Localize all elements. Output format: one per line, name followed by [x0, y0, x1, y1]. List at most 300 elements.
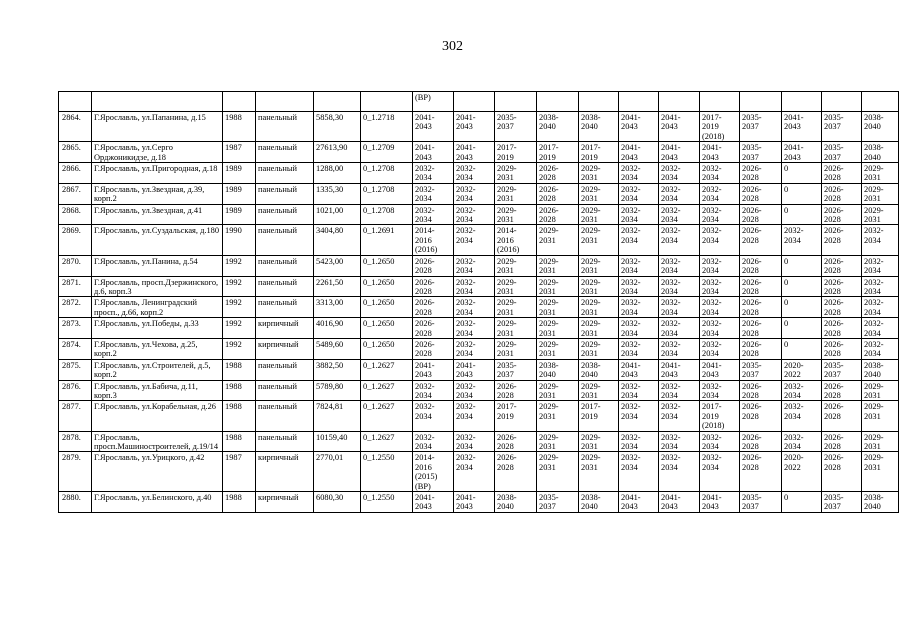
- area-cell: 10159,40: [314, 431, 361, 452]
- term-8-cell: 2032- 2034: [700, 276, 740, 297]
- term-2-cell: 2032- 2034: [454, 255, 495, 276]
- term-5-cell: 2017- 2019: [579, 401, 619, 431]
- term-10-cell: 2020- 2022: [782, 452, 822, 492]
- term-10-cell: 2032- 2034: [782, 401, 822, 431]
- year-cell: 1988: [223, 359, 256, 380]
- row-number-cell: 2868.: [59, 204, 92, 225]
- header-row: [59, 92, 899, 112]
- code-cell: 0_1.2650: [361, 297, 413, 318]
- row-number-cell: 2871.: [59, 276, 92, 297]
- term-6-cell: 2032- 2034: [619, 276, 659, 297]
- term-6-cell: 2032- 2034: [619, 338, 659, 359]
- term-7-cell: 2032- 2034: [659, 297, 700, 318]
- term-12-cell: 2029- 2031: [862, 380, 899, 401]
- code-cell: 0_1.2709: [361, 142, 413, 163]
- term-7-cell: 2032- 2034: [659, 452, 700, 492]
- term-7-cell: 2041- 2043: [659, 359, 700, 380]
- term-12-cell: 2029- 2031: [862, 183, 899, 204]
- term-11-cell: 2035- 2037: [822, 142, 862, 163]
- year-cell: 1987: [223, 452, 256, 492]
- term-11-cell: 2026- 2028: [822, 431, 862, 452]
- code-cell: 0_1.2627: [361, 401, 413, 431]
- row-number-cell: 2876.: [59, 380, 92, 401]
- term-11-cell: 2026- 2028: [822, 255, 862, 276]
- header-cell: [537, 92, 579, 112]
- term-4-cell: 2029- 2031: [537, 318, 579, 339]
- row-number-cell: 2873.: [59, 318, 92, 339]
- term-5-cell: 2029- 2031: [579, 380, 619, 401]
- term-11-cell: 2026- 2028: [822, 225, 862, 255]
- term-3-cell: 2029- 2031: [495, 338, 537, 359]
- term-10-cell: 0: [782, 492, 822, 513]
- term-12-cell: 2038- 2040: [862, 112, 899, 142]
- term-9-cell: 2035- 2037: [740, 142, 782, 163]
- header-cell: [361, 92, 413, 112]
- term-5-cell: 2017- 2019: [579, 142, 619, 163]
- term-2-cell: 2032- 2034: [454, 318, 495, 339]
- row-number-cell: 2874.: [59, 338, 92, 359]
- term-2-cell: 2041- 2043: [454, 492, 495, 513]
- table-row: [59, 142, 899, 163]
- page-number: 302: [442, 39, 463, 54]
- wall-material-cell: панельный: [256, 276, 314, 297]
- term-2-cell: 2032- 2034: [454, 401, 495, 431]
- year-cell: 1988: [223, 112, 256, 142]
- term-4-cell: 2035- 2037: [537, 492, 579, 513]
- term-2-cell: 2032- 2034: [454, 338, 495, 359]
- term-9-cell: 2026- 2028: [740, 452, 782, 492]
- term-1-cell: 2026- 2028: [413, 318, 454, 339]
- term-3-cell: 2029- 2031: [495, 183, 537, 204]
- term-6-cell: 2032- 2034: [619, 297, 659, 318]
- term-11-cell: 2026- 2028: [822, 297, 862, 318]
- term-6-cell: 2032- 2034: [619, 380, 659, 401]
- term-7-cell: 2041- 2043: [659, 142, 700, 163]
- area-cell: 2261,50: [314, 276, 361, 297]
- term-8-cell: 2032- 2034: [700, 163, 740, 184]
- year-cell: 1992: [223, 297, 256, 318]
- address-cell: Г.Ярославль, ул.Белинского, д.40: [92, 492, 223, 513]
- table-row: [59, 276, 899, 297]
- header-cell: [314, 92, 361, 112]
- term-11-cell: 2026- 2028: [822, 163, 862, 184]
- term-1-cell: 2026- 2028: [413, 297, 454, 318]
- header-cell: (ВР): [413, 92, 454, 112]
- wall-material-cell: кирпичный: [256, 318, 314, 339]
- term-9-cell: 2026- 2028: [740, 225, 782, 255]
- table-row: [59, 492, 899, 513]
- term-10-cell: 2032- 2034: [782, 225, 822, 255]
- term-1-cell: 2041- 2043: [413, 359, 454, 380]
- term-6-cell: 2032- 2034: [619, 431, 659, 452]
- term-3-cell: 2029- 2031: [495, 297, 537, 318]
- term-1-cell: 2026- 2028: [413, 338, 454, 359]
- wall-material-cell: панельный: [256, 183, 314, 204]
- term-3-cell: 2017- 2019: [495, 142, 537, 163]
- term-2-cell: 2032- 2034: [454, 431, 495, 452]
- term-4-cell: 2029- 2031: [537, 401, 579, 431]
- address-cell: Г.Ярославль, ул.Строителей, д.5, корп.2: [92, 359, 223, 380]
- term-5-cell: 2038- 2040: [579, 112, 619, 142]
- code-cell: 0_1.2650: [361, 318, 413, 339]
- term-3-cell: 2026- 2028: [495, 380, 537, 401]
- area-cell: 1335,30: [314, 183, 361, 204]
- header-cell: [659, 92, 700, 112]
- term-4-cell: 2029- 2031: [537, 255, 579, 276]
- term-1-cell: 2032- 2034: [413, 431, 454, 452]
- year-cell: 1992: [223, 276, 256, 297]
- housing-table: [58, 91, 899, 513]
- term-7-cell: 2041- 2043: [659, 112, 700, 142]
- wall-material-cell: панельный: [256, 204, 314, 225]
- term-8-cell: 2017- 2019 (2018): [700, 401, 740, 431]
- year-cell: 1989: [223, 183, 256, 204]
- term-3-cell: 2035- 2037: [495, 359, 537, 380]
- term-2-cell: 2032- 2034: [454, 183, 495, 204]
- term-9-cell: 2026- 2028: [740, 276, 782, 297]
- address-cell: Г.Ярославль, Ленинградский просп., д.66, корп.2: [92, 297, 223, 318]
- term-1-cell: 2032- 2034: [413, 204, 454, 225]
- address-cell: Г.Ярославль, просп.Машиностроителей, д.19/14: [92, 431, 223, 452]
- term-3-cell: 2026- 2028: [495, 452, 537, 492]
- term-9-cell: 2026- 2028: [740, 318, 782, 339]
- row-number-cell: 2875.: [59, 359, 92, 380]
- table-row: [59, 359, 899, 380]
- term-2-cell: 2032- 2034: [454, 204, 495, 225]
- header-cell: [59, 92, 92, 112]
- term-8-cell: 2017- 2019 (2018): [700, 112, 740, 142]
- term-12-cell: 2029- 2031: [862, 163, 899, 184]
- term-3-cell: 2035- 2037: [495, 112, 537, 142]
- term-5-cell: 2029- 2031: [579, 255, 619, 276]
- code-cell: 0_1.2650: [361, 338, 413, 359]
- term-7-cell: 2032- 2034: [659, 163, 700, 184]
- area-cell: 3882,50: [314, 359, 361, 380]
- term-2-cell: 2041- 2043: [454, 359, 495, 380]
- term-3-cell: 2017- 2019: [495, 401, 537, 431]
- term-1-cell: 2014- 2016 (2015) (ВР): [413, 452, 454, 492]
- wall-material-cell: панельный: [256, 431, 314, 452]
- table-row: [59, 452, 899, 492]
- term-1-cell: 2041- 2043: [413, 142, 454, 163]
- term-12-cell: 2032- 2034: [862, 225, 899, 255]
- term-10-cell: 2041- 2043: [782, 142, 822, 163]
- term-5-cell: 2029- 2031: [579, 318, 619, 339]
- term-12-cell: 2038- 2040: [862, 492, 899, 513]
- term-11-cell: 2026- 2028: [822, 318, 862, 339]
- year-cell: 1987: [223, 142, 256, 163]
- term-11-cell: 2035- 2037: [822, 112, 862, 142]
- term-7-cell: 2032- 2034: [659, 183, 700, 204]
- term-4-cell: 2026- 2028: [537, 204, 579, 225]
- term-3-cell: 2026- 2028: [495, 431, 537, 452]
- row-number-cell: 2866.: [59, 163, 92, 184]
- term-4-cell: 2026- 2028: [537, 163, 579, 184]
- code-cell: 0_1.2718: [361, 112, 413, 142]
- term-10-cell: 0: [782, 338, 822, 359]
- term-4-cell: 2029- 2031: [537, 380, 579, 401]
- term-1-cell: 2032- 2034: [413, 380, 454, 401]
- term-7-cell: 2032- 2034: [659, 225, 700, 255]
- term-1-cell: 2014- 2016 (2016): [413, 225, 454, 255]
- term-10-cell: 0: [782, 297, 822, 318]
- code-cell: 0_1.2550: [361, 492, 413, 513]
- term-3-cell: 2014- 2016 (2016): [495, 225, 537, 255]
- term-4-cell: 2026- 2028: [537, 183, 579, 204]
- term-10-cell: 2032- 2034: [782, 380, 822, 401]
- area-cell: 3404,80: [314, 225, 361, 255]
- year-cell: 1992: [223, 255, 256, 276]
- wall-material-cell: панельный: [256, 255, 314, 276]
- year-cell: 1988: [223, 380, 256, 401]
- term-8-cell: 2032- 2034: [700, 297, 740, 318]
- term-12-cell: 2038- 2040: [862, 142, 899, 163]
- term-12-cell: 2029- 2031: [862, 431, 899, 452]
- term-5-cell: 2029- 2031: [579, 297, 619, 318]
- term-11-cell: 2035- 2037: [822, 359, 862, 380]
- term-2-cell: 2032- 2034: [454, 380, 495, 401]
- header-cell: [740, 92, 782, 112]
- code-cell: 0_1.2650: [361, 255, 413, 276]
- term-10-cell: 0: [782, 255, 822, 276]
- term-9-cell: 2026- 2028: [740, 297, 782, 318]
- term-8-cell: 2032- 2034: [700, 380, 740, 401]
- header-cell: [92, 92, 223, 112]
- term-7-cell: 2032- 2034: [659, 204, 700, 225]
- wall-material-cell: панельный: [256, 401, 314, 431]
- term-11-cell: 2026- 2028: [822, 380, 862, 401]
- term-5-cell: 2029- 2031: [579, 431, 619, 452]
- term-6-cell: 2041- 2043: [619, 492, 659, 513]
- term-8-cell: 2032- 2034: [700, 338, 740, 359]
- term-7-cell: 2032- 2034: [659, 318, 700, 339]
- term-9-cell: 2026- 2028: [740, 338, 782, 359]
- header-cell: [862, 92, 899, 112]
- term-5-cell: 2029- 2031: [579, 163, 619, 184]
- term-4-cell: 2029- 2031: [537, 276, 579, 297]
- header-cell: [256, 92, 314, 112]
- table-row: [59, 183, 899, 204]
- term-5-cell: 2029- 2031: [579, 452, 619, 492]
- term-11-cell: 2026- 2028: [822, 452, 862, 492]
- address-cell: Г.Ярославль, ул.Чехова, д.25, корп.2: [92, 338, 223, 359]
- term-3-cell: 2029- 2031: [495, 163, 537, 184]
- code-cell: 0_1.2650: [361, 276, 413, 297]
- address-cell: Г.Ярославль, ул.Суздальская, д.180: [92, 225, 223, 255]
- year-cell: 1992: [223, 338, 256, 359]
- term-9-cell: 2026- 2028: [740, 204, 782, 225]
- address-cell: Г.Ярославль, ул.Пригородная, д.18: [92, 163, 223, 184]
- term-9-cell: 2026- 2028: [740, 183, 782, 204]
- term-10-cell: 2032- 2034: [782, 431, 822, 452]
- term-5-cell: 2038- 2040: [579, 359, 619, 380]
- term-2-cell: 2032- 2034: [454, 452, 495, 492]
- address-cell: Г.Ярославль, ул.Панина, д.54: [92, 255, 223, 276]
- row-number-cell: 2877.: [59, 401, 92, 431]
- header-cell: [822, 92, 862, 112]
- term-6-cell: 2041- 2043: [619, 112, 659, 142]
- wall-material-cell: панельный: [256, 163, 314, 184]
- term-11-cell: 2035- 2037: [822, 492, 862, 513]
- row-number-cell: 2872.: [59, 297, 92, 318]
- area-cell: 1021,00: [314, 204, 361, 225]
- term-6-cell: 2032- 2034: [619, 318, 659, 339]
- term-8-cell: 2032- 2034: [700, 255, 740, 276]
- term-8-cell: 2032- 2034: [700, 204, 740, 225]
- term-1-cell: 2032- 2034: [413, 183, 454, 204]
- header-cell: [700, 92, 740, 112]
- term-7-cell: 2032- 2034: [659, 338, 700, 359]
- code-cell: 0_1.2708: [361, 183, 413, 204]
- wall-material-cell: панельный: [256, 297, 314, 318]
- term-4-cell: 2029- 2031: [537, 338, 579, 359]
- term-11-cell: 2026- 2028: [822, 276, 862, 297]
- term-6-cell: 2041- 2043: [619, 359, 659, 380]
- term-10-cell: 0: [782, 276, 822, 297]
- term-8-cell: 2041- 2043: [700, 359, 740, 380]
- term-8-cell: 2032- 2034: [700, 183, 740, 204]
- year-cell: 1988: [223, 492, 256, 513]
- term-12-cell: 2032- 2034: [862, 297, 899, 318]
- term-6-cell: 2032- 2034: [619, 452, 659, 492]
- row-number-cell: 2864.: [59, 112, 92, 142]
- term-5-cell: 2029- 2031: [579, 225, 619, 255]
- term-6-cell: 2032- 2034: [619, 183, 659, 204]
- term-6-cell: 2032- 2034: [619, 225, 659, 255]
- address-cell: Г.Ярославль, ул.Корабельная, д.26: [92, 401, 223, 431]
- term-8-cell: 2041- 2043: [700, 492, 740, 513]
- term-6-cell: 2032- 2034: [619, 163, 659, 184]
- term-4-cell: 2029- 2031: [537, 431, 579, 452]
- term-3-cell: 2029- 2031: [495, 276, 537, 297]
- address-cell: Г.Ярославль, ул.Папанина, д.15: [92, 112, 223, 142]
- table-row: [59, 204, 899, 225]
- term-4-cell: 2029- 2031: [537, 297, 579, 318]
- term-3-cell: 2029- 2031: [495, 204, 537, 225]
- term-12-cell: 2038- 2040: [862, 359, 899, 380]
- term-12-cell: 2032- 2034: [862, 318, 899, 339]
- term-3-cell: 2029- 2031: [495, 255, 537, 276]
- code-cell: 0_1.2708: [361, 204, 413, 225]
- area-cell: 5423,00: [314, 255, 361, 276]
- address-cell: Г.Ярославль, просп.Дзержинского, д.6, корп.3: [92, 276, 223, 297]
- area-cell: 1288,00: [314, 163, 361, 184]
- term-2-cell: 2032- 2034: [454, 297, 495, 318]
- term-7-cell: 2032- 2034: [659, 255, 700, 276]
- term-9-cell: 2026- 2028: [740, 255, 782, 276]
- term-9-cell: 2026- 2028: [740, 163, 782, 184]
- term-10-cell: 0: [782, 163, 822, 184]
- table-row: [59, 225, 899, 255]
- term-3-cell: 2038- 2040: [495, 492, 537, 513]
- year-cell: 1992: [223, 318, 256, 339]
- table-body: [59, 92, 899, 513]
- term-8-cell: 2032- 2034: [700, 452, 740, 492]
- table-row: [59, 297, 899, 318]
- table-row: [59, 255, 899, 276]
- code-cell: 0_1.2627: [361, 359, 413, 380]
- address-cell: Г.Ярославль, ул.Бабича, д.11, корп.3: [92, 380, 223, 401]
- term-9-cell: 2026- 2028: [740, 401, 782, 431]
- term-7-cell: 2041- 2043: [659, 492, 700, 513]
- term-11-cell: 2026- 2028: [822, 183, 862, 204]
- term-10-cell: 0: [782, 204, 822, 225]
- table-row: [59, 401, 899, 431]
- wall-material-cell: панельный: [256, 142, 314, 163]
- area-cell: 5858,30: [314, 112, 361, 142]
- header-cell: [223, 92, 256, 112]
- wall-material-cell: кирпичный: [256, 452, 314, 492]
- area-cell: 5489,60: [314, 338, 361, 359]
- wall-material-cell: панельный: [256, 380, 314, 401]
- term-10-cell: 2041- 2043: [782, 112, 822, 142]
- term-2-cell: 2041- 2043: [454, 112, 495, 142]
- address-cell: Г.Ярославль, ул.Звездная, д.39, корп.2: [92, 183, 223, 204]
- table-row: [59, 338, 899, 359]
- area-cell: 5789,80: [314, 380, 361, 401]
- term-2-cell: 2041- 2043: [454, 142, 495, 163]
- term-4-cell: 2029- 2031: [537, 225, 579, 255]
- term-2-cell: 2032- 2034: [454, 276, 495, 297]
- term-3-cell: 2029- 2031: [495, 318, 537, 339]
- term-4-cell: 2017- 2019: [537, 142, 579, 163]
- term-5-cell: 2029- 2031: [579, 338, 619, 359]
- term-7-cell: 2032- 2034: [659, 276, 700, 297]
- term-10-cell: 0: [782, 318, 822, 339]
- wall-material-cell: панельный: [256, 359, 314, 380]
- header-cell: [495, 92, 537, 112]
- term-6-cell: 2041- 2043: [619, 142, 659, 163]
- term-12-cell: 2032- 2034: [862, 338, 899, 359]
- term-10-cell: 0: [782, 183, 822, 204]
- address-cell: Г.Ярославль, ул.Победы, д.33: [92, 318, 223, 339]
- area-cell: 7824,81: [314, 401, 361, 431]
- area-cell: 2770,01: [314, 452, 361, 492]
- term-6-cell: 2032- 2034: [619, 255, 659, 276]
- term-9-cell: 2035- 2037: [740, 359, 782, 380]
- table-row: [59, 318, 899, 339]
- term-8-cell: 2032- 2034: [700, 431, 740, 452]
- term-11-cell: 2026- 2028: [822, 338, 862, 359]
- wall-material-cell: панельный: [256, 225, 314, 255]
- header-cell: [579, 92, 619, 112]
- wall-material-cell: панельный: [256, 112, 314, 142]
- year-cell: 1988: [223, 431, 256, 452]
- header-cell: [782, 92, 822, 112]
- row-number-cell: 2878.: [59, 431, 92, 452]
- term-9-cell: 2035- 2037: [740, 112, 782, 142]
- table-row: [59, 431, 899, 452]
- code-cell: 0_1.2708: [361, 163, 413, 184]
- row-number-cell: 2880.: [59, 492, 92, 513]
- term-12-cell: 2032- 2034: [862, 276, 899, 297]
- term-12-cell: 2029- 2031: [862, 401, 899, 431]
- year-cell: 1989: [223, 204, 256, 225]
- table-row: [59, 380, 899, 401]
- term-9-cell: 2026- 2028: [740, 431, 782, 452]
- row-number-cell: 2870.: [59, 255, 92, 276]
- year-cell: 1990: [223, 225, 256, 255]
- term-5-cell: 2029- 2031: [579, 183, 619, 204]
- area-cell: 6080,30: [314, 492, 361, 513]
- term-12-cell: 2032- 2034: [862, 255, 899, 276]
- term-6-cell: 2032- 2034: [619, 204, 659, 225]
- area-cell: 27613,90: [314, 142, 361, 163]
- code-cell: 0_1.2691: [361, 225, 413, 255]
- area-cell: 4016,90: [314, 318, 361, 339]
- term-8-cell: 2041- 2043: [700, 142, 740, 163]
- year-cell: 1988: [223, 401, 256, 431]
